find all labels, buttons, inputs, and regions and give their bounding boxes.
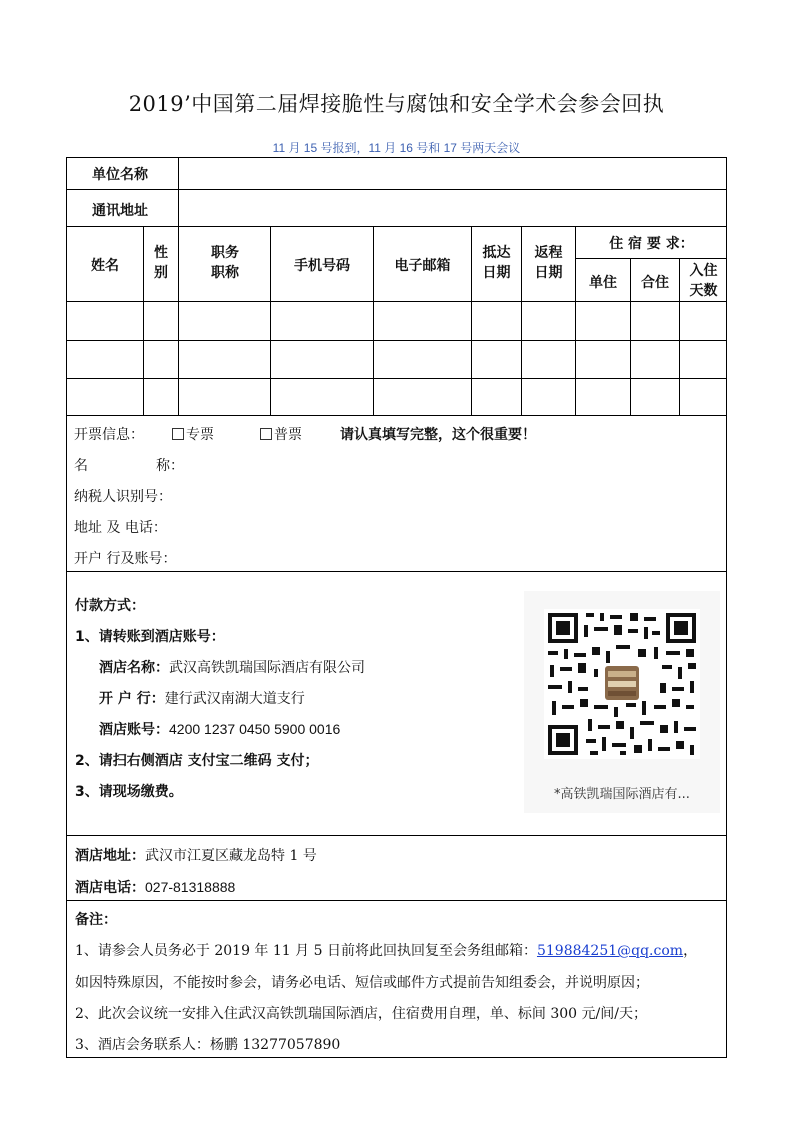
header-title-line1: 职务 (211, 245, 239, 261)
account-label: 酒店账号： (99, 722, 169, 738)
invoice-name-label-2: 称： (156, 458, 184, 474)
row-divider (66, 571, 727, 572)
notes-line-1-text: 1、请参会人员务必于 2019 年 11 月 5 日前将此回执回复至会务组邮箱： (75, 943, 537, 959)
row-divider (575, 258, 727, 259)
notes-line-1 (75, 940, 697, 960)
hotel-address (75, 845, 317, 865)
unit-name-label: 单位名称 (92, 167, 148, 183)
row-divider (66, 900, 727, 901)
invoice-notice: 请认真填写完整，这个很重要！ (340, 427, 536, 443)
col-divider (178, 157, 179, 226)
header-return-line1: 返程 (534, 245, 563, 261)
payment-account (99, 719, 340, 739)
notes-line-2: 如因特殊原因，不能按时参会，请务必电话、短信或邮件方式提前告知组委会，并说明原因； (75, 975, 649, 991)
hotel-name-label: 酒店名称： (99, 660, 169, 676)
notes-line-1-end: ， (683, 943, 698, 959)
invoice-normal-label: 普票 (274, 427, 302, 443)
header-arrival (472, 243, 521, 283)
payment-item-1: 1、请转账到酒店账号： (75, 629, 225, 645)
header-gender (144, 243, 178, 283)
table-row[interactable] (67, 302, 726, 339)
payment-hotel-name (99, 657, 365, 677)
page-title: 2019’中国第二届焊接脆性与腐蚀和安全学术会参会回执 (128, 92, 665, 116)
checkbox-icon[interactable] (260, 428, 272, 440)
qr-code-icon (544, 609, 700, 759)
row-divider (66, 415, 727, 416)
row-divider (66, 226, 727, 227)
row-divider (66, 189, 727, 190)
notes-heading: 备注： (75, 912, 117, 928)
hotel-phone (75, 877, 235, 897)
hotel-address-label: 酒店地址： (75, 848, 145, 864)
hotel-phone-label: 酒店电话： (75, 880, 145, 896)
qr-caption: *高铁凯瑞国际酒店有... (554, 787, 690, 802)
invoice-name-label-1: 名 (74, 458, 88, 474)
bank-value: 建行武汉南湖大道支行 (164, 691, 305, 707)
unit-name-field[interactable] (180, 159, 725, 188)
header-title-line2: 职称 (211, 265, 239, 281)
address-label: 通讯地址 (92, 203, 148, 219)
invoice-address-phone-label: 地址 及 电话： (74, 520, 167, 536)
header-title (180, 243, 270, 283)
header-gender-line1: 性 (154, 245, 168, 261)
payment-bank (99, 688, 305, 708)
header-return-line2: 日期 (534, 265, 563, 281)
notes-line-4: 3、酒店会务联系人：杨鹏 13277057890 (75, 1037, 341, 1053)
header-phone: 手机号码 (294, 258, 350, 274)
table-row[interactable] (67, 379, 726, 414)
header-single: 单住 (589, 275, 617, 291)
payment-heading: 付款方式： (75, 598, 145, 614)
header-name: 姓名 (91, 258, 119, 274)
subtitle: 11 月 15 号报到，11 月 16 号和 17 号两天会议 (272, 141, 521, 155)
header-email: 电子邮箱 (394, 258, 451, 274)
invoice-special-label: 专票 (186, 427, 214, 443)
hotel-name-value: 武汉高铁凯瑞国际酒店有限公司 (169, 660, 365, 676)
header-arrival-line1: 抵达 (482, 245, 511, 261)
qr-code-panel (524, 591, 720, 813)
table-row[interactable] (67, 341, 726, 377)
invoice-label: 开票信息： (74, 427, 144, 443)
payment-item-3: 3、请现场缴费。 (75, 784, 183, 800)
header-lodging: 住 宿 要 求： (609, 236, 694, 252)
header-gender-line2: 别 (154, 265, 168, 281)
hotel-phone-value: 027-81318888 (145, 879, 236, 895)
hotel-address-value: 武汉市江夏区藏龙岛特 1 号 (145, 848, 317, 864)
invoice-option-normal[interactable] (260, 424, 302, 444)
header-days-line2: 天数 (689, 283, 718, 299)
header-return (522, 243, 575, 283)
payment-item-2: 2、请扫右侧酒店 支付宝二维码 支付； (75, 753, 319, 769)
invoice-bank-label: 开户 行及账号： (74, 551, 177, 567)
header-arrival-line2: 日期 (482, 265, 511, 281)
account-value: 4200 1237 0450 5900 0016 (169, 721, 341, 737)
header-days-line1: 入住 (689, 263, 718, 279)
row-divider (66, 835, 727, 836)
invoice-option-special[interactable] (172, 424, 214, 444)
header-days (680, 261, 727, 301)
bank-label: 开 户 行： (99, 691, 165, 707)
header-shared: 合住 (641, 275, 669, 291)
address-field[interactable] (180, 191, 725, 225)
invoice-tax-label: 纳税人识别号： (74, 489, 172, 505)
notes-line-3: 2、此次会议统一安排入住武汉高铁凯瑞国际酒店，住宿费用自理，单、标间 300 元/间/天； (75, 1006, 647, 1022)
contact-email-link[interactable]: 519884251@qq.com (536, 943, 684, 959)
checkbox-icon[interactable] (172, 428, 184, 440)
